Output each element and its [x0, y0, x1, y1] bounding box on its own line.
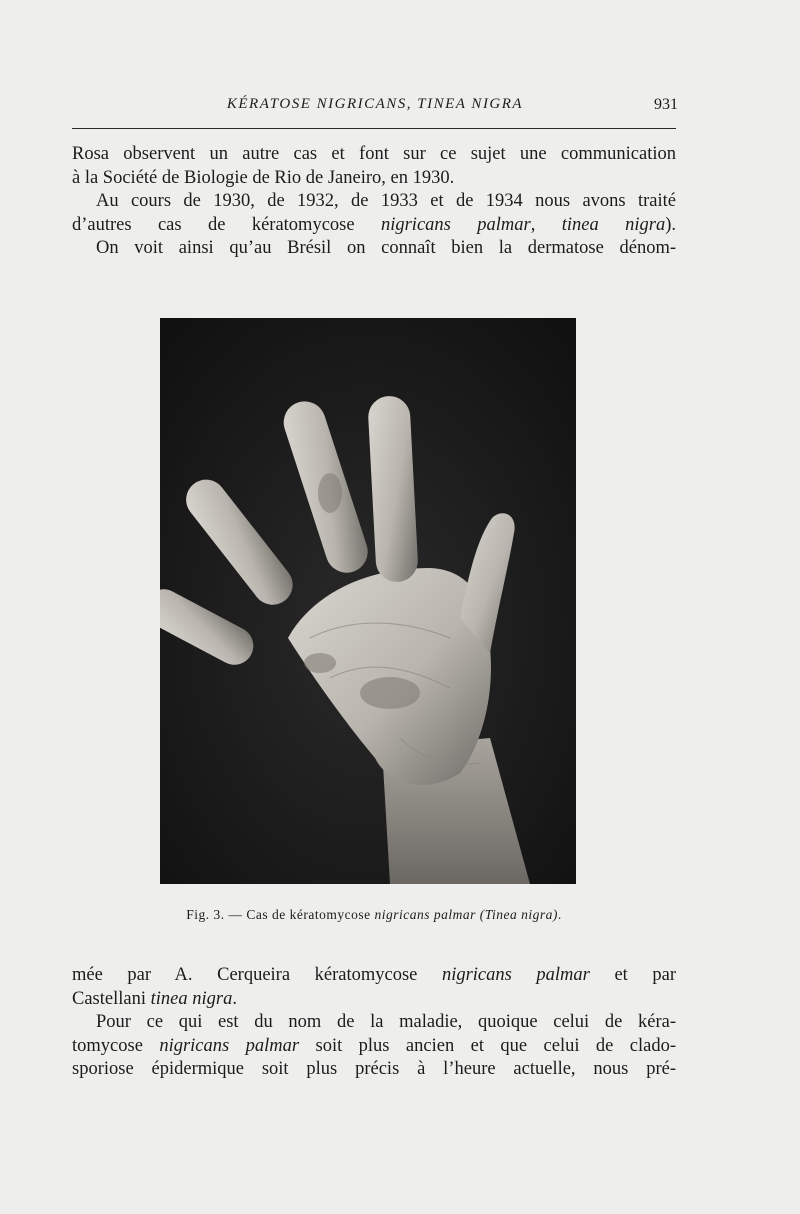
text-line: d’autres cas de kératomycose nigricans palmar, tinea nigra). [72, 214, 676, 235]
text-line: Rosa observent un autre cas et font sur ce sujet une communication [72, 144, 676, 164]
figure-photograph [160, 318, 576, 884]
text-line: On voit ainsi qu’au Brésil on connaît bien la dermatose dénom- [96, 238, 676, 258]
text-line: Au cours de 1930, de 1932, de 1933 et de 1934 nous avons traité [96, 191, 676, 211]
running-title: KÉRATOSE NIGRICANS, TINEA NIGRA [226, 96, 524, 112]
page-number: 931 [654, 96, 678, 113]
body-text-top [72, 143, 676, 261]
body-text-bottom [72, 964, 676, 1082]
text-line: tomycose nigricans palmar soit plus ancien et que celui de clado- [72, 1035, 676, 1056]
text-line: Pour ce qui est du nom de la maladie, quoique celui de kéra- [96, 1012, 676, 1032]
header-rule [72, 128, 676, 129]
text-line: sporiose épidermique soit plus précis à l’heure actuelle, nous pré- [72, 1059, 676, 1079]
hand-photo-icon [160, 318, 576, 884]
text-line: Castellani tinea nigra. [72, 988, 237, 1009]
text-line: mée par A. Cerqueira kératomycose nigricans palmar et par [72, 965, 676, 985]
figure-caption: Fig. 3. — Cas de kératomycose nigricans palmar (Tinea nigra). [186, 907, 562, 922]
running-head [72, 96, 678, 120]
text-line: à la Société de Biologie de Rio de Janeiro, en 1930. [72, 167, 455, 188]
